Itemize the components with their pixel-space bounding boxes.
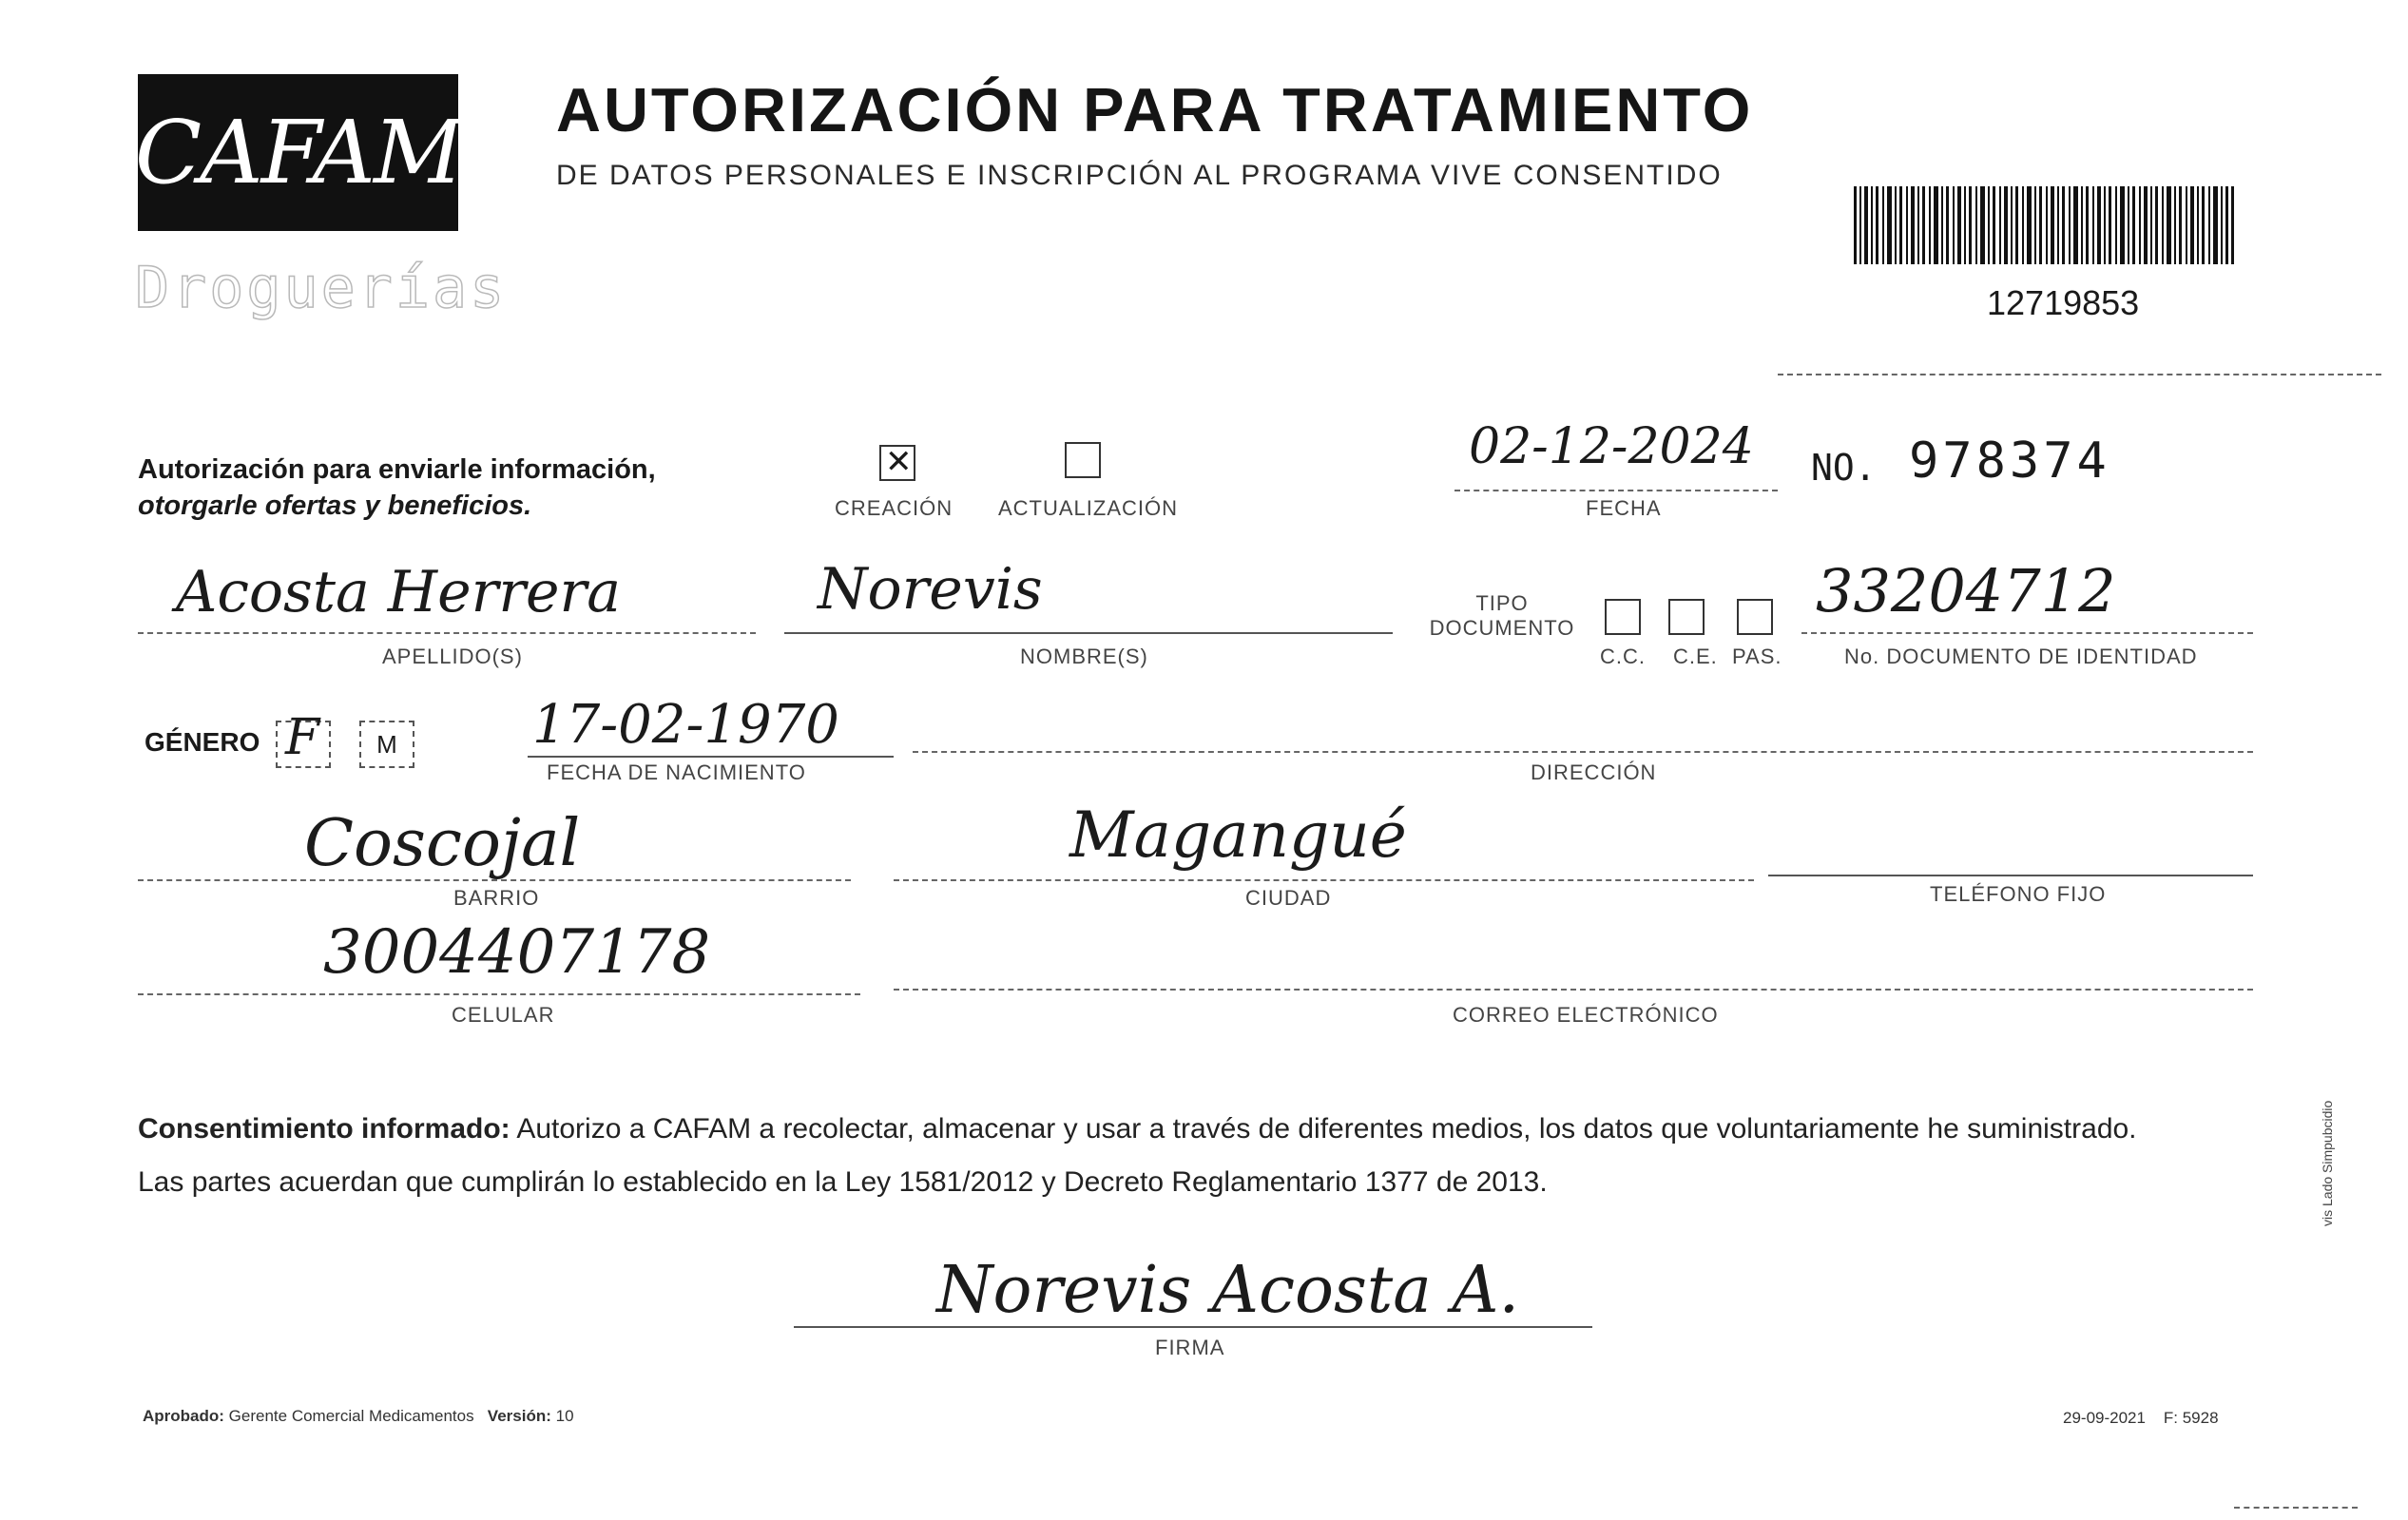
nacimiento-value: 17-02-1970 bbox=[532, 694, 839, 756]
apellidos-value: Acosta Herrera bbox=[176, 559, 621, 625]
documento-value: 33204712 bbox=[1816, 556, 2116, 625]
nombres-label: NOMBRE(S) bbox=[1020, 645, 1148, 668]
pas-checkbox[interactable] bbox=[1737, 599, 1773, 635]
barrio-label: BARRIO bbox=[453, 886, 540, 910]
consent-paragraph bbox=[138, 1103, 2258, 1209]
nacimiento-label: FECHA DE NACIMIENTO bbox=[547, 760, 806, 784]
cc-label: C.C. bbox=[1600, 645, 1646, 668]
genero-f-box[interactable] bbox=[276, 709, 331, 768]
fecha-line bbox=[1454, 490, 1778, 491]
aprobado-value: Gerente Comercial Medicamentos bbox=[228, 1407, 474, 1425]
divider-line bbox=[1778, 374, 2381, 375]
ce-label: C.E. bbox=[1673, 645, 1718, 668]
telefono-label: TELÉFONO FIJO bbox=[1930, 882, 2107, 906]
ce-checkbox[interactable] bbox=[1668, 599, 1705, 635]
consent-text2: Las partes acuerdan que cumplirán lo establecido en la Ley 1581/2012 y Decreto Reglamentario 1377 de 2013. bbox=[138, 1166, 1548, 1198]
creacion-label: CREACIÓN bbox=[835, 496, 954, 520]
form-subtitle: DE DATOS PERSONALES E INSCRIPCIÓN AL PROGRAMA VIVE CONSENTIDO bbox=[556, 160, 1723, 191]
authorization-text-line2: otorgarle ofertas y beneficios. bbox=[138, 491, 532, 521]
consent-text1: Autorizo a CAFAM a recolectar, almacenar y usar a través de diferentes medios, los datos que voluntariamente he suministrado. bbox=[510, 1113, 2137, 1145]
genero-m-label: M bbox=[376, 730, 397, 759]
correo-label: CORREO ELECTRÓNICO bbox=[1453, 1003, 1719, 1027]
celular-line bbox=[138, 993, 860, 995]
footer-code: F: 5928 bbox=[2163, 1409, 2219, 1427]
direccion-label: DIRECCIÓN bbox=[1531, 760, 1657, 784]
barrio-value: Coscojal bbox=[304, 806, 581, 881]
ciudad-value: Magangué bbox=[1069, 798, 1407, 872]
correo-line bbox=[894, 989, 2253, 991]
footer-approval bbox=[143, 1407, 574, 1426]
documento-label: No. DOCUMENTO DE IDENTIDAD bbox=[1844, 645, 2198, 668]
logo-subtext: Droguerías bbox=[135, 255, 508, 321]
telefono-line bbox=[1768, 875, 2253, 876]
celular-label: CELULAR bbox=[452, 1003, 555, 1027]
pas-label: PAS. bbox=[1732, 645, 1782, 668]
nombres-line bbox=[784, 632, 1393, 634]
bottom-line bbox=[2234, 1507, 2358, 1509]
genero-label: GÉNERO bbox=[144, 727, 260, 757]
signature-value: Norevis Acosta A. bbox=[936, 1253, 1520, 1328]
documento-line bbox=[1801, 632, 2253, 634]
genero-m-box[interactable] bbox=[359, 721, 414, 768]
authorization-text-line1: Autorización para enviarle información, bbox=[138, 454, 656, 485]
footer-date: 29-09-2021 bbox=[2063, 1409, 2146, 1427]
side-vertical-text: vis Lado Simpubcidio bbox=[2320, 1100, 2335, 1226]
aprobado-label: Aprobado: bbox=[143, 1407, 224, 1425]
form-title: AUTORIZACIÓN PARA TRATAMIENTO bbox=[556, 75, 1754, 144]
check-mark-icon: ✕ bbox=[885, 443, 913, 481]
celular-value: 3004407178 bbox=[323, 917, 711, 988]
nacimiento-line bbox=[528, 756, 894, 758]
tipo-documento-label: TIPO DOCUMENTO bbox=[1429, 591, 1575, 640]
fecha-label: FECHA bbox=[1586, 496, 1662, 520]
footer-date-code bbox=[2063, 1409, 2219, 1428]
no-value: 978374 bbox=[1909, 433, 2110, 490]
creacion-checkbox[interactable] bbox=[879, 445, 915, 481]
actualizacion-label: ACTUALIZACIÓN bbox=[998, 496, 1179, 520]
barcode-image bbox=[1854, 186, 2234, 264]
cc-checkbox[interactable] bbox=[1605, 599, 1641, 635]
version-label: Versión: bbox=[487, 1407, 551, 1425]
signature-label: FIRMA bbox=[1155, 1336, 1225, 1359]
ciudad-label: CIUDAD bbox=[1245, 886, 1332, 910]
cafam-logo: CAFAM bbox=[134, 102, 462, 203]
fecha-value: 02-12-2024 bbox=[1469, 418, 1754, 475]
consent-line1 bbox=[138, 1103, 2258, 1156]
ciudad-line bbox=[894, 879, 1754, 881]
apellidos-label: APELLIDO(S) bbox=[382, 645, 523, 668]
genero-f-mark: F bbox=[285, 709, 320, 766]
consent-heading: Consentimiento informado: bbox=[138, 1113, 510, 1145]
no-label: NO. bbox=[1811, 447, 1877, 489]
barrio-line bbox=[138, 879, 851, 881]
direccion-line bbox=[913, 751, 2253, 753]
apellidos-line bbox=[138, 632, 756, 634]
actualizacion-checkbox[interactable] bbox=[1065, 442, 1101, 478]
signature-line bbox=[794, 1326, 1592, 1328]
nombres-value: Norevis bbox=[818, 556, 1043, 623]
barcode-number: 12719853 bbox=[1987, 283, 2140, 322]
version-value: 10 bbox=[555, 1407, 574, 1425]
